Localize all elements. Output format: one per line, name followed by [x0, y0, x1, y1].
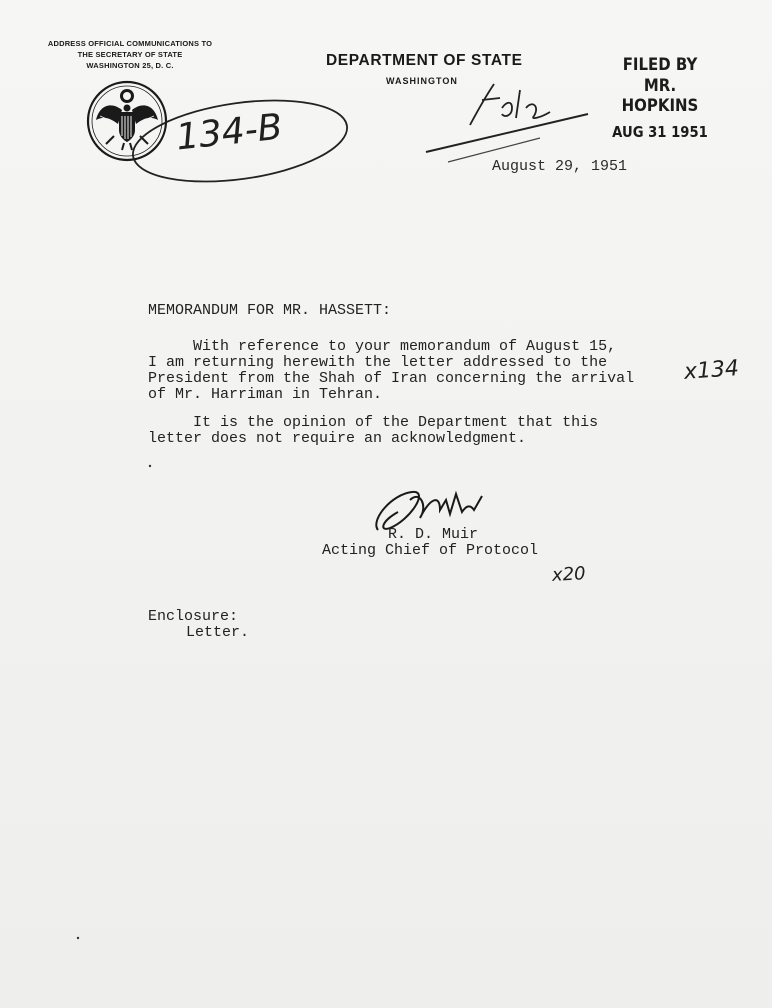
memo-heading: MEMORANDUM FOR MR. HASSETT: — [148, 302, 392, 319]
stamp-date: AUG 31 1951 — [612, 123, 708, 141]
handwritten-x-ref: x20 — [551, 563, 587, 586]
signer-title: Acting Chief of Protocol — [322, 542, 539, 559]
handwritten-margin-ref: x134 — [683, 356, 740, 385]
memo-line: President from the Shah of Iran concerning the arrival — [148, 370, 635, 387]
department-city: WASHINGTON — [386, 76, 458, 86]
handwritten-file-code: 134-B — [174, 106, 285, 159]
letterhead-address — [30, 38, 230, 71]
letter-date: August 29, 1951 — [492, 158, 628, 175]
enclosure-label: Enclosure: — [148, 608, 239, 625]
address-line: ADDRESS OFFICIAL COMMUNICATIONS TO — [47, 39, 213, 48]
stamp-line: FILED BY — [622, 55, 698, 75]
department-title: DEPARTMENT OF STATE — [326, 52, 523, 69]
memo-line: letter does not require an acknowledgment. — [148, 430, 527, 447]
address-line: WASHINGTON 25, D. C. — [86, 61, 174, 70]
memo-line: It is the opinion of the Department that this — [148, 414, 599, 431]
memo-line: of Mr. Harriman in Tehran. — [148, 386, 383, 403]
signer-name: R. D. Muir — [388, 526, 479, 543]
filed-stamp — [607, 54, 713, 144]
memo-line: I am returning herewith the letter addressed to the — [148, 354, 608, 371]
great-seal-eagle-icon — [84, 80, 170, 162]
address-line: THE SECRETARY OF STATE — [77, 50, 183, 59]
memo-line: With reference to your memorandum of August 15, — [148, 338, 617, 355]
stamp-line: MR. HOPKINS — [621, 76, 699, 116]
enclosure-item: Letter. — [186, 624, 250, 641]
